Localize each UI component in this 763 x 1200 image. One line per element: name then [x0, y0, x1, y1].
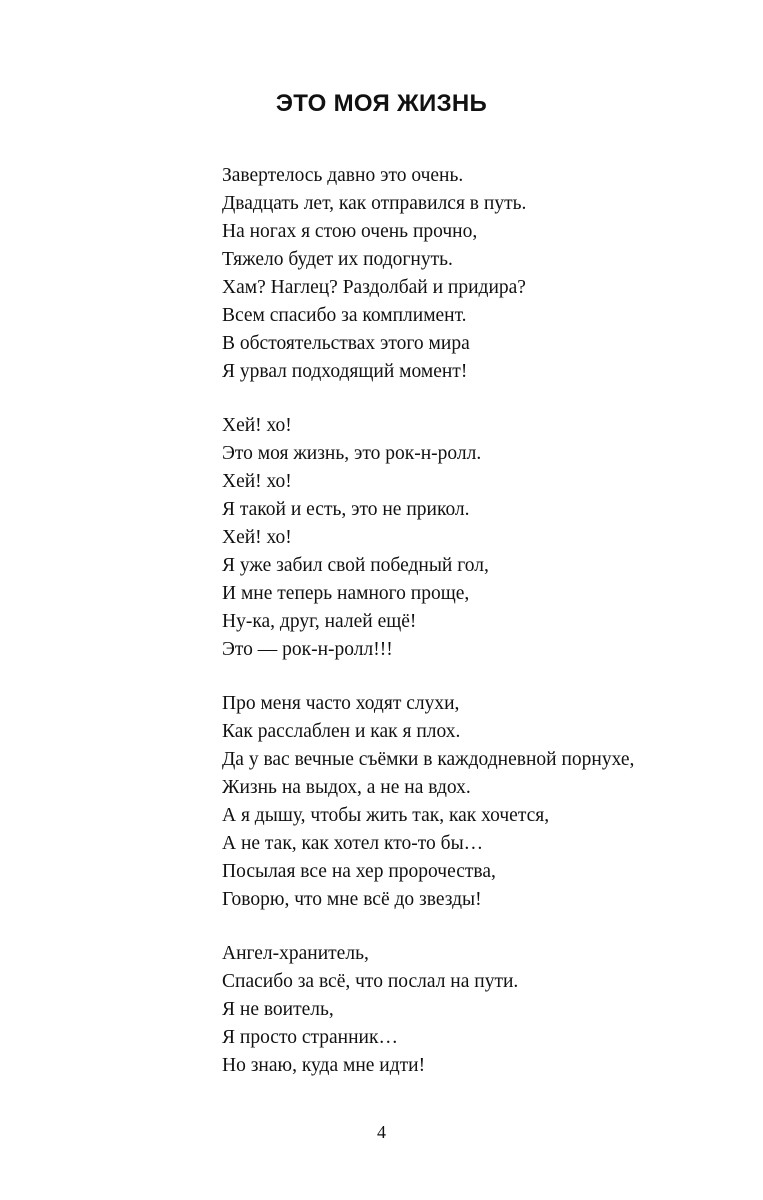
- poem-title: ЭТО МОЯ ЖИЗНЬ: [275, 90, 488, 117]
- poem-line: Я просто странник…: [222, 1027, 398, 1048]
- poem-line: И мне теперь намного проще,: [222, 583, 470, 604]
- stanza-4: [222, 940, 742, 1080]
- poem-line: Но знаю, куда мне идти!: [222, 1055, 426, 1076]
- poem-line: Тяжело будет их подогнуть.: [222, 249, 453, 270]
- page-number: 4: [377, 1122, 386, 1142]
- poem-line: Спасибо за всё, что послал на пути.: [222, 971, 519, 992]
- poem-line: Посылая все на хер пророчества,: [222, 861, 496, 882]
- poem-line: Я урвал подходящий момент!: [222, 361, 468, 382]
- poem-line: Двадцать лет, как отправился в путь.: [222, 193, 527, 214]
- poem-line: Это моя жизнь, это рок-н-ролл.: [222, 443, 482, 464]
- poem-line: Говорю, что мне всё до звезды!: [222, 889, 482, 910]
- poem-line: Хей! хо!: [222, 527, 292, 548]
- poem-line: Как расслаблен и как я плох.: [222, 721, 461, 742]
- poem-line: Всем спасибо за комплимент.: [222, 305, 467, 326]
- poem-line: Хам? Наглец? Раздолбай и придира?: [222, 277, 526, 298]
- stanza-3: [222, 690, 742, 914]
- poem-line: На ногах я стою очень прочно,: [222, 221, 478, 242]
- poem-line: Хей! хо!: [222, 471, 292, 492]
- stanza-1: [222, 162, 742, 386]
- poem-line: Ангел-хранитель,: [222, 943, 369, 964]
- poem-line: Ну-ка, друг, налей ещё!: [222, 611, 417, 632]
- poem-line: Хей! хо!: [222, 415, 292, 436]
- poem-line: А я дышу, чтобы жить так, как хочется,: [222, 805, 550, 826]
- stanza-2-chorus: [222, 412, 742, 664]
- poem-line: Да у вас вечные съёмки в каждодневной порнухе,: [222, 749, 635, 770]
- poem-line: А не так, как хотел кто-то бы…: [222, 833, 484, 854]
- poem-line: В обстоятельствах этого мира: [222, 333, 470, 354]
- poem-line: Я такой и есть, это не прикол.: [222, 499, 470, 520]
- poem-line: Жизнь на выдох, а не на вдох.: [222, 777, 471, 798]
- poem-body: [222, 162, 742, 1106]
- poem-line: Это — рок-н-ролл!!!: [222, 639, 393, 660]
- poem-line: Я не воитель,: [222, 999, 334, 1020]
- poem-line: Завертелось давно это очень.: [222, 165, 464, 186]
- poem-line: Про меня часто ходят слухи,: [222, 693, 460, 714]
- poem-line: Я уже забил свой победный гол,: [222, 555, 489, 576]
